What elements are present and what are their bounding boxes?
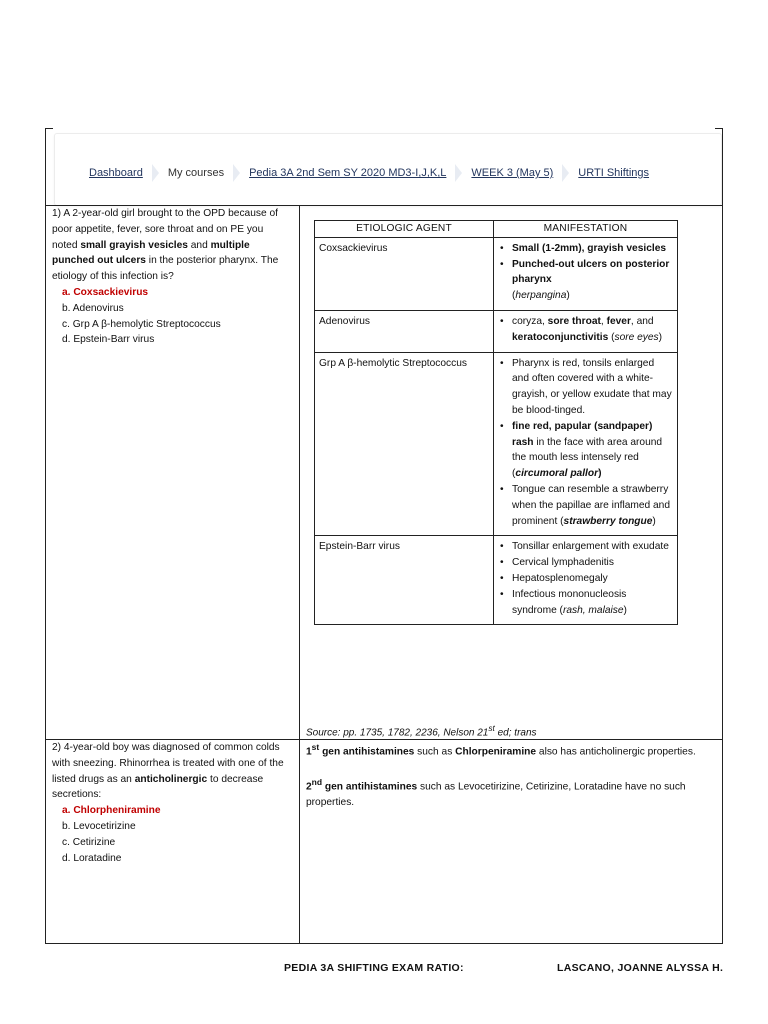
- agent-streptococcus: Grp A β-hemolytic Streptococcus: [315, 352, 494, 536]
- grid-line-vertical: [299, 205, 300, 943]
- q1-option-b: b. Adenovirus: [62, 302, 124, 314]
- list-item: • Punched-out ulcers on posterior pharynx (herpangina): [498, 257, 673, 304]
- adeno-text: ): [658, 331, 663, 343]
- list-item: • Tonsillar enlargement with exudate: [498, 539, 673, 555]
- ebv-text: ): [623, 604, 627, 616]
- manifestation-ebv: [494, 536, 678, 625]
- question-1-stem: [52, 206, 290, 285]
- breadcrumb-separator-icon: [233, 164, 240, 182]
- footer-title: PEDIA 3A SHIFTING EXAM RATIO:: [284, 962, 464, 974]
- breadcrumb-bar: [54, 133, 722, 206]
- source-citation: [306, 723, 537, 738]
- adeno-bold: sore throat: [547, 315, 601, 327]
- exp-sup: st: [311, 742, 320, 752]
- cox-vesicles: Small (1-2mm), grayish vesicles: [512, 242, 667, 254]
- exp-bold: 1: [306, 746, 312, 758]
- q1-stem-part: in the posterior pharynx. The etiology of this infection is?: [52, 255, 279, 283]
- table-row: [315, 536, 678, 625]
- cox-note: herpangina: [515, 290, 567, 302]
- q1-option-c: c. Grp A β-hemolytic Streptococcus: [62, 318, 221, 330]
- exp-sup: nd: [311, 777, 323, 788]
- q2-stem-bold: anticholinergic: [134, 773, 208, 785]
- q1-stem-part: 1) A 2-year-old girl brought to the OPD because of poor appetite, fever, sore throat and on PE you noted: [52, 208, 278, 251]
- q1-stem-bold: multiple punched out ulcers: [52, 239, 250, 267]
- q2-stem-part: 2) 4-year-old boy was diagnosed of common colds with sneezing. Rhinorrhea is treated with one of the listed drugs as an: [52, 742, 284, 785]
- exp-bold: gen antihistamines: [322, 781, 418, 793]
- frame-top-right-tick: [715, 128, 723, 129]
- q2-option-a: a. Chlorpheniramine: [62, 805, 161, 817]
- table-row: [315, 310, 678, 352]
- manifestation-coxsackievirus: [494, 237, 678, 310]
- strep-text: Tongue can resemble a strawberry when the papillae are inflamed and prominent (: [512, 483, 671, 527]
- adeno-text: (: [608, 331, 615, 343]
- q1-option-a: a. Coxsackievirus: [62, 286, 149, 298]
- question-1: [52, 206, 290, 348]
- etiology-table: [314, 220, 678, 625]
- list-item: [498, 241, 673, 257]
- q2-option-b: b. Levocetirizine: [62, 820, 136, 832]
- exp-bold: 2: [306, 781, 312, 793]
- agent-adenovirus: Adenovirus: [315, 310, 494, 352]
- breadcrumb-separator-icon: [562, 164, 569, 182]
- explanation-para-1: [306, 740, 716, 760]
- q2-option-c: c. Cetirizine: [62, 836, 116, 848]
- frame-top-left-tick: [45, 128, 53, 129]
- question-2: [52, 740, 292, 866]
- breadcrumb-separator-icon: [152, 164, 159, 182]
- question-2-options: [52, 803, 292, 866]
- table-header-row: [315, 221, 678, 238]
- cox-ulcers: Punched-out ulcers on posterior pharynx: [512, 258, 670, 286]
- strep-pallor: circumoral pallor: [515, 468, 599, 480]
- adeno-italic: sore eyes: [614, 331, 659, 343]
- breadcrumb-topic[interactable]: URTI Shiftings: [578, 167, 650, 179]
- list-item: • Cervical lymphadenitis: [498, 555, 673, 571]
- ebv-italic: rash, malaise: [562, 604, 624, 616]
- explanation-2: [306, 740, 716, 811]
- q1-stem-bold: small grayish vesicles: [80, 239, 188, 251]
- adeno-bold: fever: [606, 315, 631, 327]
- strep-text: in the face with area around the mouth less intensely red (: [512, 436, 663, 480]
- footer-author: LASCANO, JOANNE ALYSSA H.: [557, 962, 724, 974]
- list-item: [498, 482, 673, 529]
- header-etiologic-agent: ETIOLOGIC AGENT: [315, 221, 494, 238]
- adeno-text: coryza,: [512, 315, 548, 327]
- ebv-text: Infectious mononucleosis syndrome (: [512, 588, 627, 616]
- question-2-stem: [52, 740, 292, 803]
- breadcrumb-week[interactable]: WEEK 3 (May 5): [471, 167, 554, 179]
- explanation-para-2: [306, 775, 716, 811]
- strep-text: ): [652, 515, 656, 527]
- table-row: [315, 352, 678, 536]
- q2-option-d: d. Loratadine: [62, 852, 122, 864]
- adeno-bold: keratoconjunctivitis: [512, 331, 609, 343]
- list-item: • Pharynx is red, tonsils enlarged and often covered with a white-grayish, or yellow exudate that may be blood-tinged.: [498, 356, 673, 419]
- list-item: • Hepatosplenomegaly: [498, 571, 673, 587]
- breadcrumb: [89, 164, 649, 182]
- breadcrumb-separator-icon: [455, 164, 462, 182]
- manifestation-streptococcus: [494, 352, 678, 536]
- q1-option-d: d. Epstein-Barr virus: [62, 334, 155, 346]
- exp-bold: Chlorpeniramine: [455, 746, 537, 758]
- strep-text: ): [598, 468, 602, 480]
- agent-ebv: Epstein-Barr virus: [315, 536, 494, 625]
- manifestation-adenovirus: [494, 310, 678, 352]
- source-text: ed; trans: [494, 727, 537, 739]
- breadcrumb-course[interactable]: Pedia 3A 2nd Sem SY 2020 MD3-I,J,K,L: [249, 167, 447, 179]
- adeno-text: , and: [630, 315, 654, 327]
- exp-text: such as Levocetirizine, Cetirizine, Loratadine have no such properties.: [306, 781, 686, 809]
- source-sup: st: [488, 723, 495, 733]
- strep-rash: fine red, papular (sandpaper) rash: [512, 420, 653, 448]
- source-text: Source: pp. 1735, 1782, 2236, Nelson 21: [306, 727, 489, 739]
- exp-text: also has anticholinergic properties.: [536, 746, 696, 758]
- strep-tongue: strawberry tongue: [563, 515, 653, 527]
- exp-bold: gen antihistamines: [319, 746, 415, 758]
- list-item: [498, 419, 673, 482]
- adeno-text: ,: [600, 315, 607, 327]
- table-row: [315, 237, 678, 310]
- agent-coxsackievirus: Coxsackievirus: [315, 237, 494, 310]
- question-1-options: [52, 285, 290, 348]
- exp-text: such as: [414, 746, 456, 758]
- header-manifestation: MANIFESTATION: [494, 221, 678, 238]
- list-item: [498, 587, 673, 619]
- breadcrumb-my-courses[interactable]: My courses: [167, 167, 225, 179]
- list-item: [498, 314, 673, 346]
- q1-stem-part: and: [187, 239, 211, 251]
- q2-stem-part: to decrease secretions:: [52, 773, 264, 801]
- breadcrumb-dashboard[interactable]: Dashboard: [89, 167, 143, 179]
